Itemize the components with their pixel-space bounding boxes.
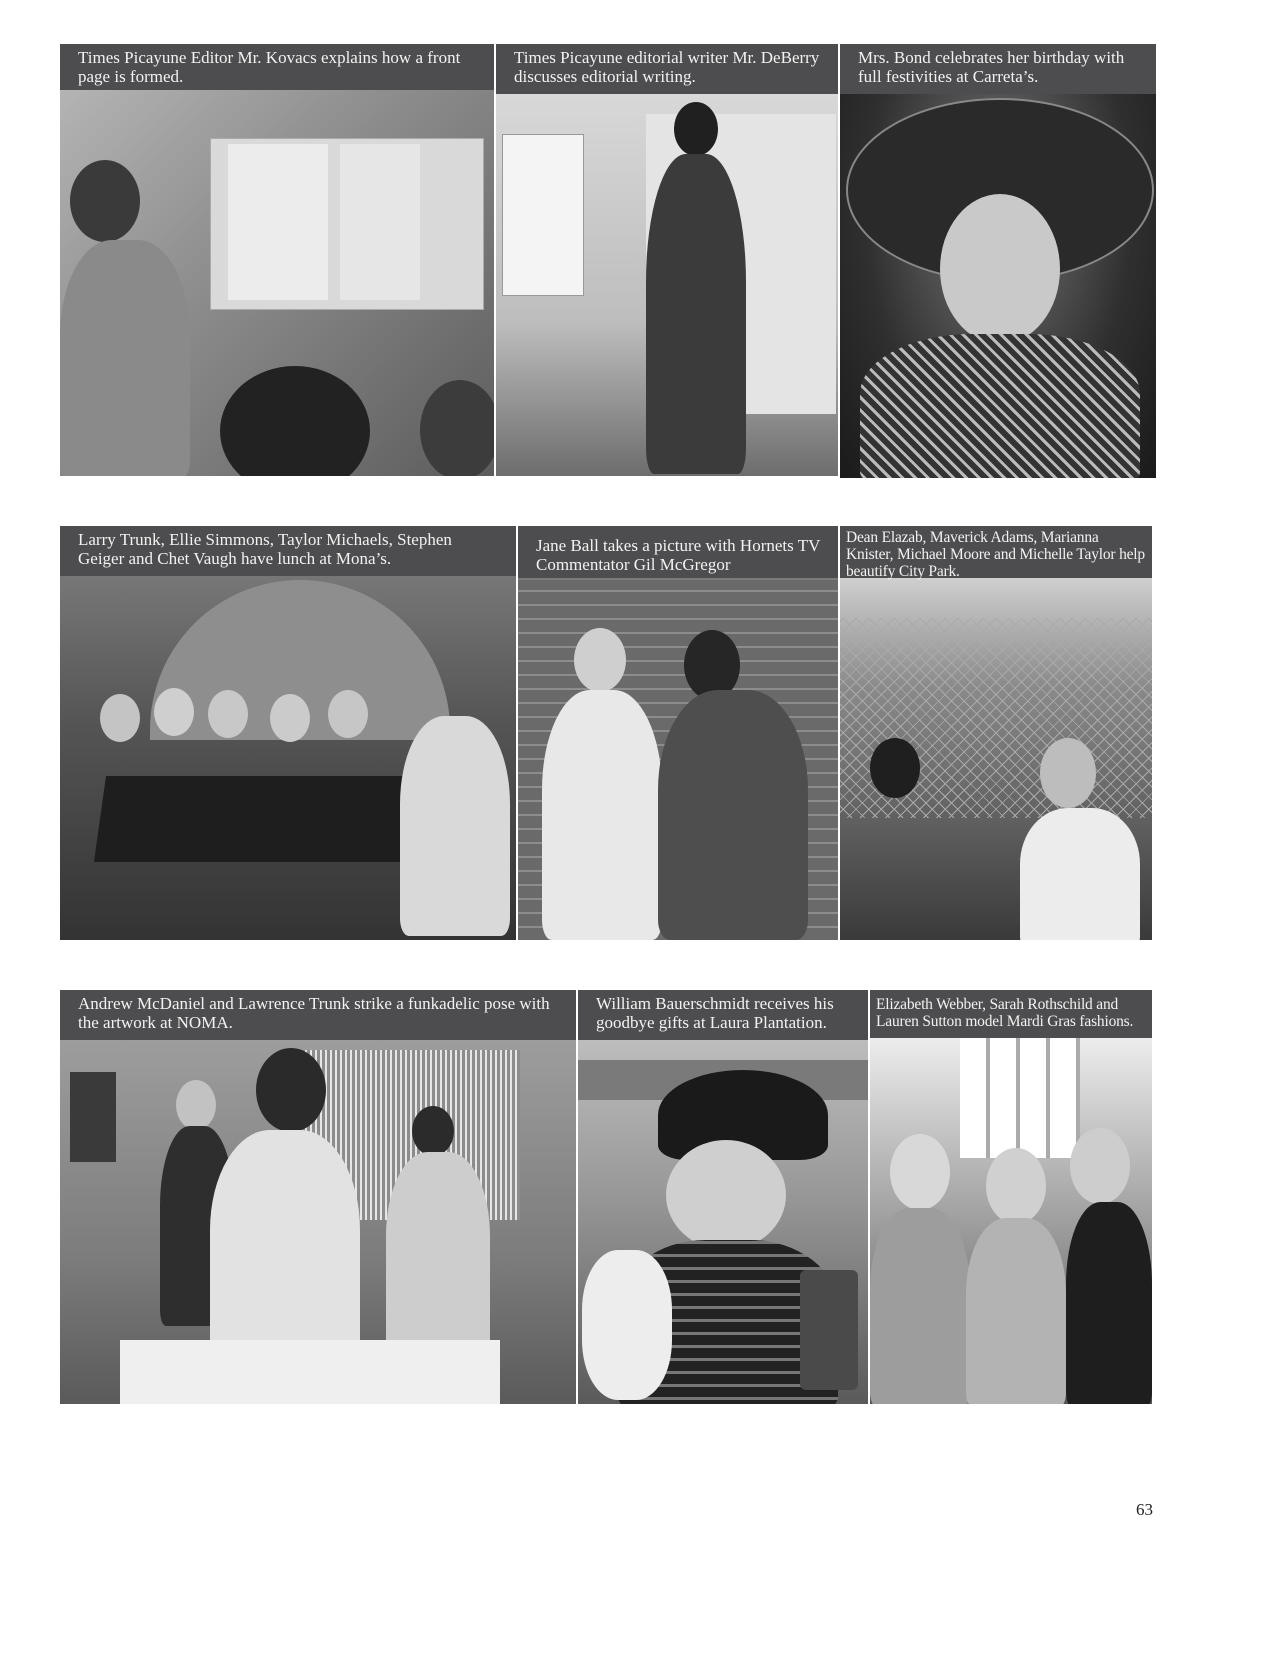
jane-head: [574, 628, 626, 692]
sculpture-head: [256, 1048, 326, 1132]
photo-mardigras-image: [870, 1038, 1152, 1404]
student-body: [400, 716, 510, 936]
photo-bond-image: [840, 94, 1156, 478]
student-head: [208, 690, 248, 738]
elizabeth-costume: [870, 1208, 970, 1404]
student-head: [1040, 738, 1096, 808]
editor-head: [70, 160, 140, 242]
photo-citypark: [840, 526, 1152, 940]
speaker-body: [646, 154, 746, 474]
caption: William Bauerschmidt receives his goodbye gifts at Laura Plantation.: [578, 990, 868, 1040]
photo-deberry-image: [496, 94, 838, 476]
photo-kovacs-image: [60, 90, 494, 476]
photo-noma: [60, 990, 576, 1404]
window: [960, 1038, 1080, 1158]
andrew-head: [176, 1080, 216, 1130]
photo-citypark-image: [840, 578, 1152, 940]
student-head: [220, 366, 370, 476]
caption: Larry Trunk, Ellie Simmons, Taylor Michaels, Stephen Geiger and Chet Vaugh have lunch at Mona’s.: [60, 526, 516, 576]
newspaper-page: [228, 144, 328, 300]
teddy-bear: [582, 1250, 672, 1400]
photo-mardigras: [870, 990, 1152, 1404]
photo-mcgregor: [518, 526, 838, 940]
photo-plantation-image: [578, 1040, 868, 1404]
table: [94, 776, 426, 862]
page-number: 63: [1136, 1500, 1153, 1519]
student-head: [100, 694, 140, 742]
lauren-cape: [1066, 1202, 1152, 1404]
bond-face: [940, 194, 1060, 344]
speaker-head: [674, 102, 718, 156]
editor-body: [60, 240, 190, 476]
flipchart: [502, 134, 584, 296]
sarah-head: [986, 1148, 1046, 1224]
sarah-costume: [966, 1218, 1066, 1404]
caption: Dean Elazab, Maverick Adams, Marianna Knister, Michael Moore and Michelle Taylor help beautify City Park.: [840, 526, 1152, 578]
photo-mcgregor-image: [518, 580, 838, 940]
student-body: [1020, 808, 1140, 940]
elizabeth-head: [890, 1134, 950, 1210]
photo-plantation: [578, 990, 868, 1404]
bond-body: [860, 334, 1140, 478]
student-head: [270, 694, 310, 742]
jane-body: [542, 690, 662, 940]
student-head: [870, 738, 920, 798]
caption: Elizabeth Webber, Sarah Rothschild and Lauren Sutton model Mardi Gras fashions.: [870, 990, 1152, 1038]
lauren-head: [1070, 1128, 1130, 1204]
newspaper-page: [340, 144, 420, 300]
caption: Times Picayune Editor Mr. Kovacs explains how a front page is formed.: [60, 44, 494, 90]
lawrence-body: [386, 1152, 490, 1362]
photo-bond: [840, 44, 1156, 478]
student-head: [328, 690, 368, 738]
caption: Mrs. Bond celebrates her birthday with full festivities at Carreta’s.: [840, 44, 1156, 94]
photo-kovacs: [60, 44, 494, 476]
caption: Times Picayune editorial writer Mr. DeBerry discusses editorial writing.: [496, 44, 838, 94]
photo-monas: [60, 526, 516, 940]
wall-painting: [70, 1072, 116, 1162]
lawrence-head: [412, 1106, 454, 1156]
caption: Jane Ball takes a picture with Hornets TV Commentator Gil McGregor: [518, 526, 838, 578]
student-head: [154, 688, 194, 736]
gil-body: [658, 690, 808, 940]
photo-noma-image: [60, 1040, 576, 1404]
student-head: [420, 380, 494, 476]
caption: Andrew McDaniel and Lawrence Trunk strike a funkadelic pose with the artwork at NOMA.: [60, 990, 576, 1040]
travel-mug: [800, 1270, 858, 1390]
pedestal: [120, 1340, 500, 1404]
photo-deberry: [496, 44, 838, 476]
photo-monas-image: [60, 576, 516, 940]
william-face: [666, 1140, 786, 1250]
